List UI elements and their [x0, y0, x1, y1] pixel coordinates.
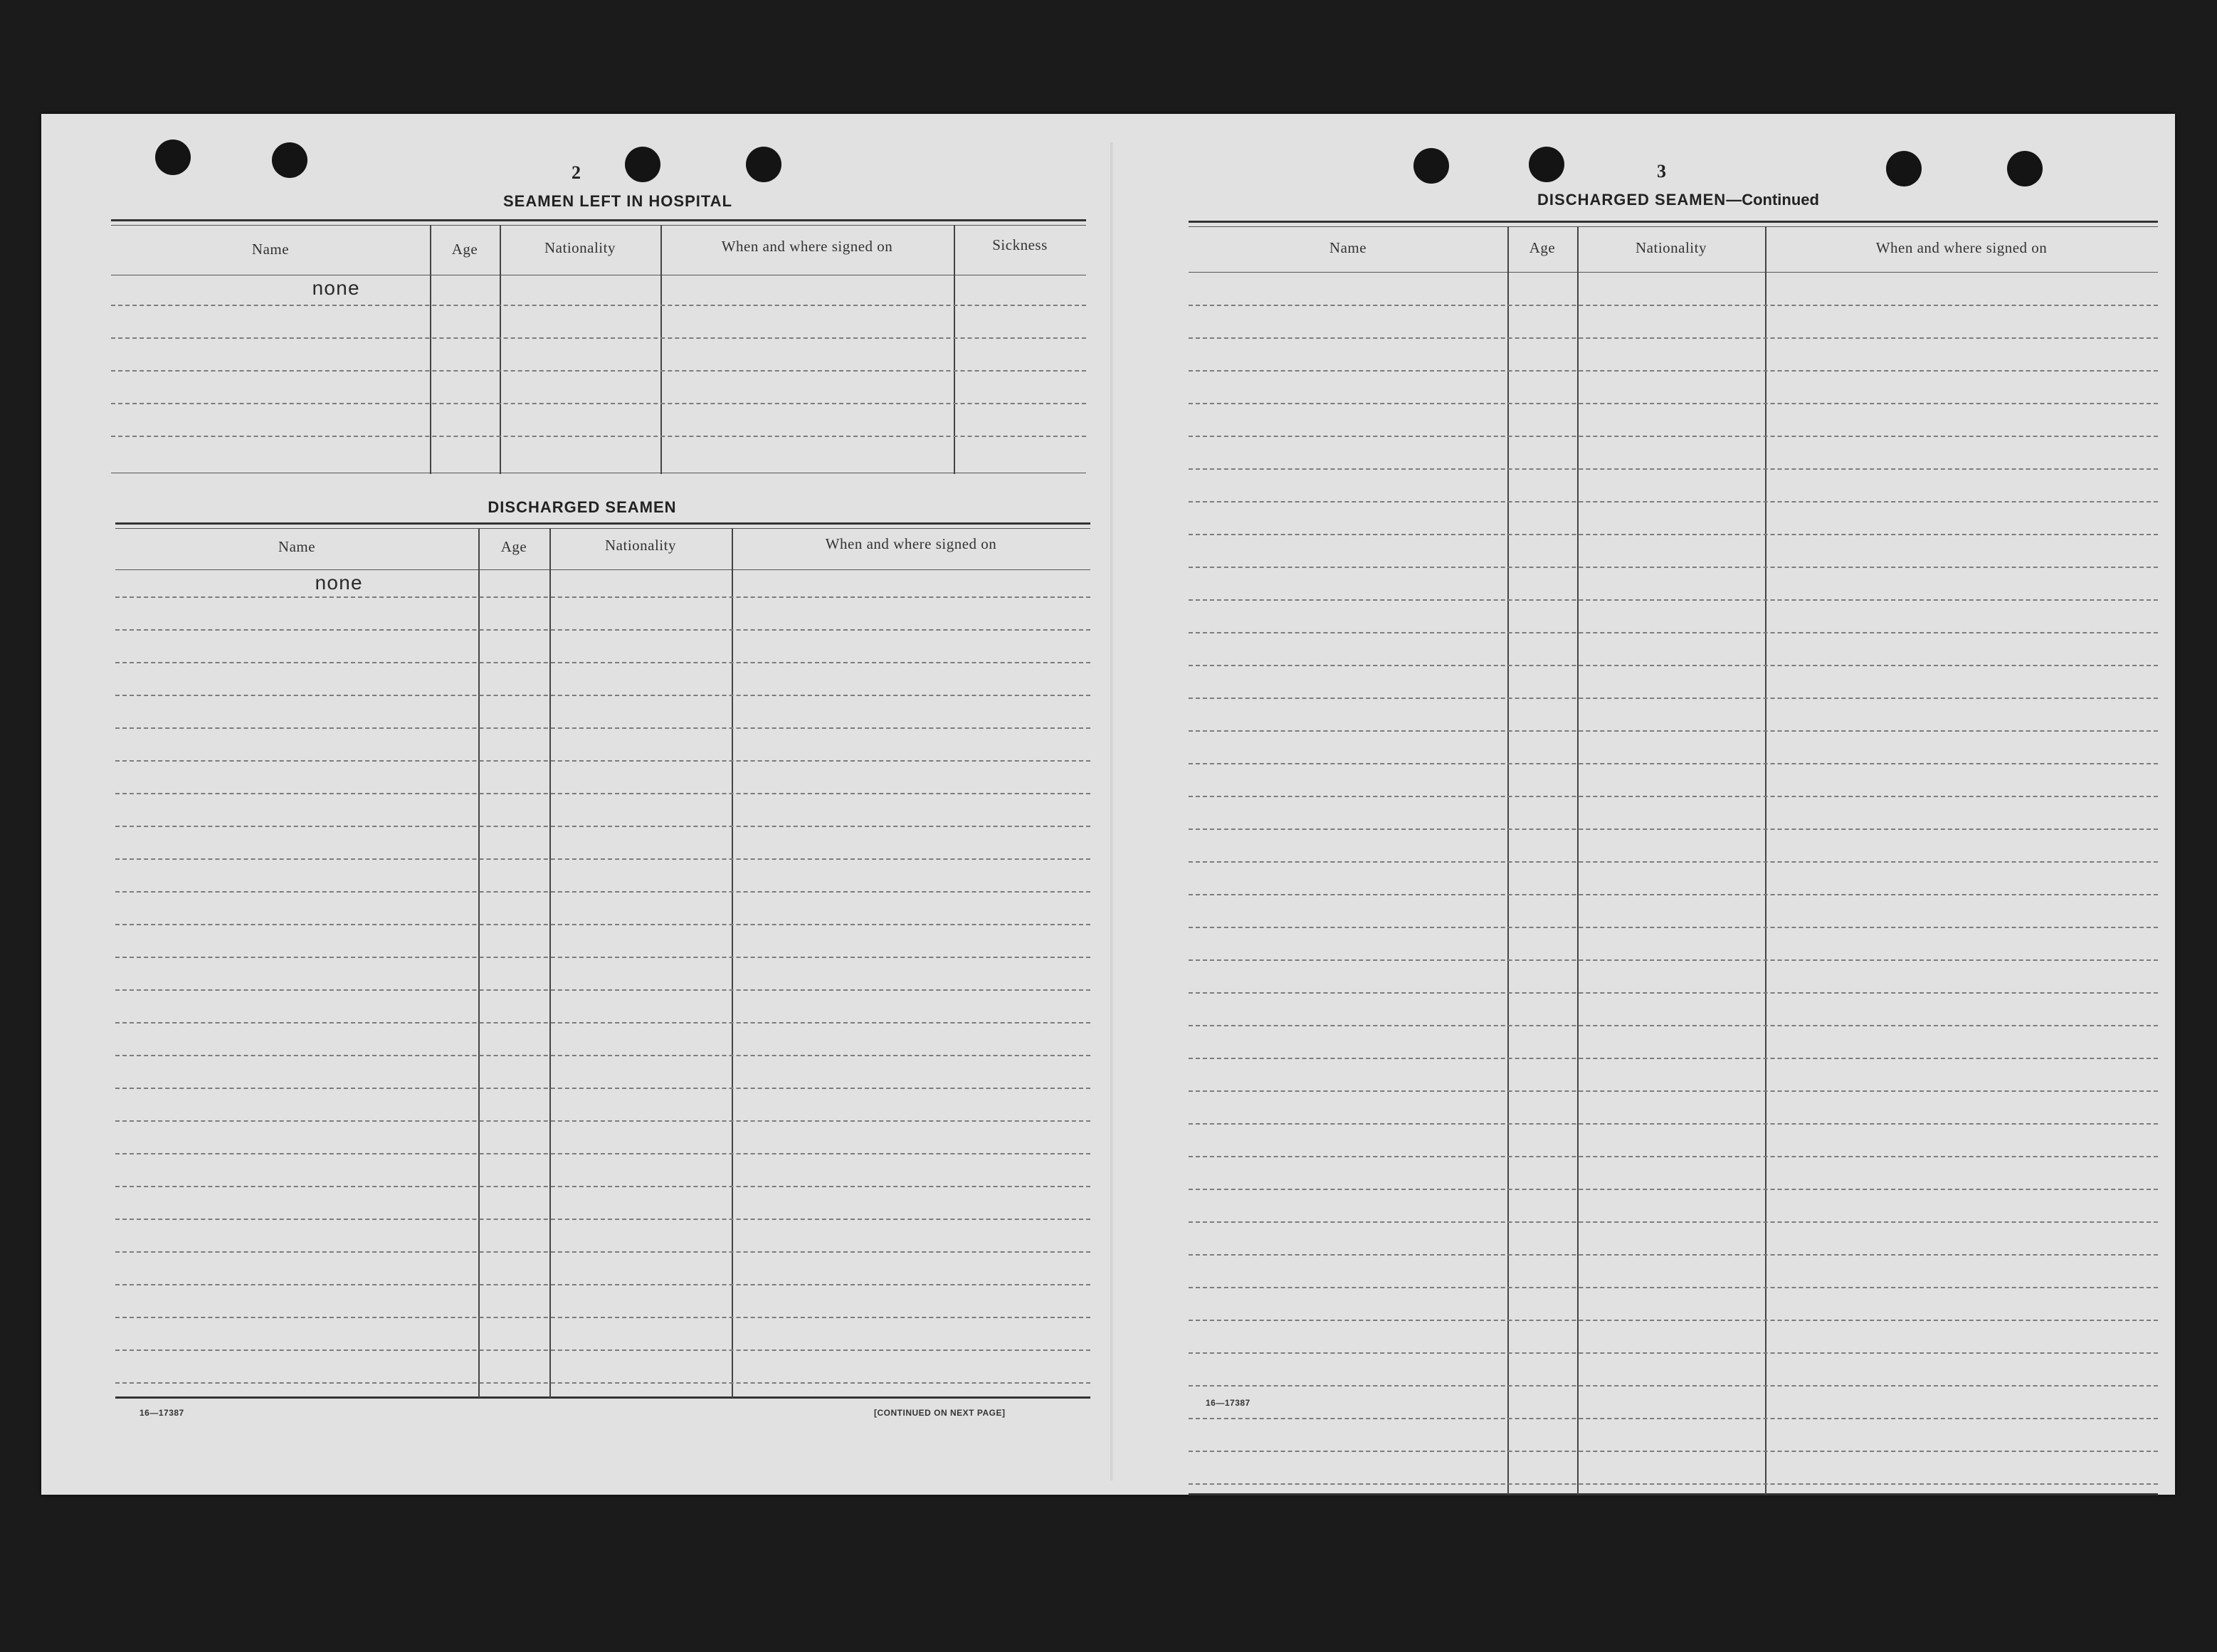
table-row: [1189, 534, 2158, 535]
table-rule: [111, 225, 1086, 226]
table-row: [1189, 1090, 2158, 1092]
column-header-when-where: When and where signed on: [721, 238, 893, 255]
table-rule: [115, 522, 1090, 525]
table-row: [1189, 305, 2158, 306]
table-row: [115, 1022, 1090, 1024]
column-header-nationality: Nationality: [1636, 239, 1707, 256]
column-header-age: Age: [1529, 239, 1556, 256]
table-row: [1189, 436, 2158, 437]
page-number-left: 2: [572, 162, 581, 183]
column-header-nationality: Nationality: [605, 537, 676, 554]
page-number-right: 3: [1657, 161, 1666, 181]
table-row: [1189, 1483, 2158, 1485]
table-row: [1189, 468, 2158, 470]
continued-note: [CONTINUED ON NEXT PAGE]: [874, 1408, 1006, 1418]
table-row: [115, 1153, 1090, 1154]
table-row: [1189, 698, 2158, 699]
table-row: [115, 891, 1090, 893]
table-row: [111, 403, 1086, 404]
discharged-section-title: DISCHARGED SEAMEN: [488, 498, 677, 516]
table-rule: [1189, 1493, 2158, 1495]
table-row: [111, 337, 1086, 339]
column-header-name: Name: [251, 241, 290, 258]
ledger-sheet: [41, 114, 2175, 1495]
discharged-entry-name: none: [315, 574, 363, 596]
column-header-nationality: Nationality: [544, 239, 616, 256]
form-number-right: 16—17387: [1206, 1398, 1250, 1408]
table-row: [115, 1219, 1090, 1220]
table-row: [115, 1350, 1090, 1351]
table-row: [1189, 959, 2158, 961]
table-row: [1189, 1287, 2158, 1288]
hospital-section-title: SEAMEN LEFT IN HOSPITAL: [502, 192, 733, 210]
table-row: [1189, 632, 2158, 633]
table-row: [1189, 403, 2158, 404]
table-row: [115, 826, 1090, 827]
column-divider: [732, 528, 733, 1398]
table-row: [115, 858, 1090, 860]
table-row: [115, 989, 1090, 991]
table-row: [111, 305, 1086, 306]
column-header-name: Name: [1329, 239, 1367, 256]
table-row: [1189, 1025, 2158, 1026]
table-row: [115, 727, 1090, 729]
column-header-age: Age: [451, 241, 478, 258]
column-divider: [478, 528, 480, 1398]
table-row: [115, 1251, 1090, 1253]
table-row: [115, 1284, 1090, 1285]
table-row: [115, 629, 1090, 631]
table-row: [111, 370, 1086, 372]
table-row: [1189, 1418, 2158, 1419]
table-row: [1189, 992, 2158, 994]
table-row: [111, 436, 1086, 437]
table-row: [1189, 501, 2158, 503]
table-rule: [1189, 226, 2158, 227]
table-row: [1189, 1385, 2158, 1387]
column-header-when-where: When and where signed on: [825, 535, 997, 552]
table-row: [1189, 1254, 2158, 1256]
table-row: [1189, 1123, 2158, 1125]
table-row: [1189, 599, 2158, 601]
punch-hole: [1886, 151, 1922, 186]
table-row: [1189, 1352, 2158, 1354]
table-row: [1189, 1156, 2158, 1157]
punch-hole: [272, 142, 307, 178]
table-row: [115, 793, 1090, 794]
table-row: [115, 1186, 1090, 1187]
column-divider: [549, 528, 551, 1398]
table-row: [1189, 1320, 2158, 1321]
column-header-age: Age: [500, 538, 527, 555]
table-row: [1189, 337, 2158, 339]
punch-hole: [2007, 151, 2043, 186]
table-row: [1189, 1058, 2158, 1059]
table-row: [115, 760, 1090, 762]
page-fold: [1110, 142, 1113, 1480]
column-header-name: Name: [278, 538, 316, 555]
table-row: [115, 596, 1090, 598]
table-row: [1189, 927, 2158, 928]
table-row: [1189, 1451, 2158, 1452]
column-divider: [1577, 226, 1579, 1495]
table-row: [1189, 894, 2158, 895]
table-row: [1189, 828, 2158, 830]
table-row: [115, 1317, 1090, 1318]
header-rule: [115, 569, 1090, 570]
column-header-when-where: When and where signed on: [1875, 239, 2048, 256]
table-row: [1189, 861, 2158, 863]
hospital-table: [111, 219, 1086, 477]
punch-hole: [1413, 148, 1449, 184]
table-row: [115, 695, 1090, 696]
header-rule: [1189, 272, 2158, 273]
table-rule: [115, 528, 1090, 529]
table-row: [1189, 370, 2158, 372]
discharged-continued-title: [1379, 191, 1977, 209]
column-divider: [1507, 226, 1509, 1495]
table-row: [1189, 665, 2158, 666]
form-number-left: 16—17387: [139, 1408, 184, 1418]
table-row: [1189, 796, 2158, 797]
column-divider: [1765, 226, 1766, 1495]
discharged-table-right: [1189, 221, 2158, 1509]
table-row: [115, 1382, 1090, 1384]
punch-hole: [155, 140, 191, 175]
table-row: [1189, 730, 2158, 732]
title-main: DISCHARGED SEAMEN: [1537, 191, 1727, 209]
table-row: [1189, 763, 2158, 764]
table-row: [115, 924, 1090, 925]
punch-hole: [746, 147, 781, 182]
table-rule: [1189, 221, 2158, 223]
table-rule: [111, 219, 1086, 221]
table-rule: [115, 1396, 1090, 1399]
table-row: [115, 957, 1090, 958]
table-row: [1189, 567, 2158, 568]
title-continued: —Continued: [1726, 191, 1819, 209]
column-header-sickness: Sickness: [992, 236, 1048, 253]
table-row: [115, 662, 1090, 663]
table-row: [1189, 1189, 2158, 1190]
table-row: [115, 1088, 1090, 1089]
hospital-entry-name: none: [312, 279, 360, 301]
table-row: [115, 1055, 1090, 1056]
punch-hole: [1529, 147, 1564, 182]
discharged-table-left: [115, 522, 1090, 1519]
table-row: [1189, 1221, 2158, 1223]
table-row: [115, 1120, 1090, 1122]
punch-hole: [625, 147, 660, 182]
